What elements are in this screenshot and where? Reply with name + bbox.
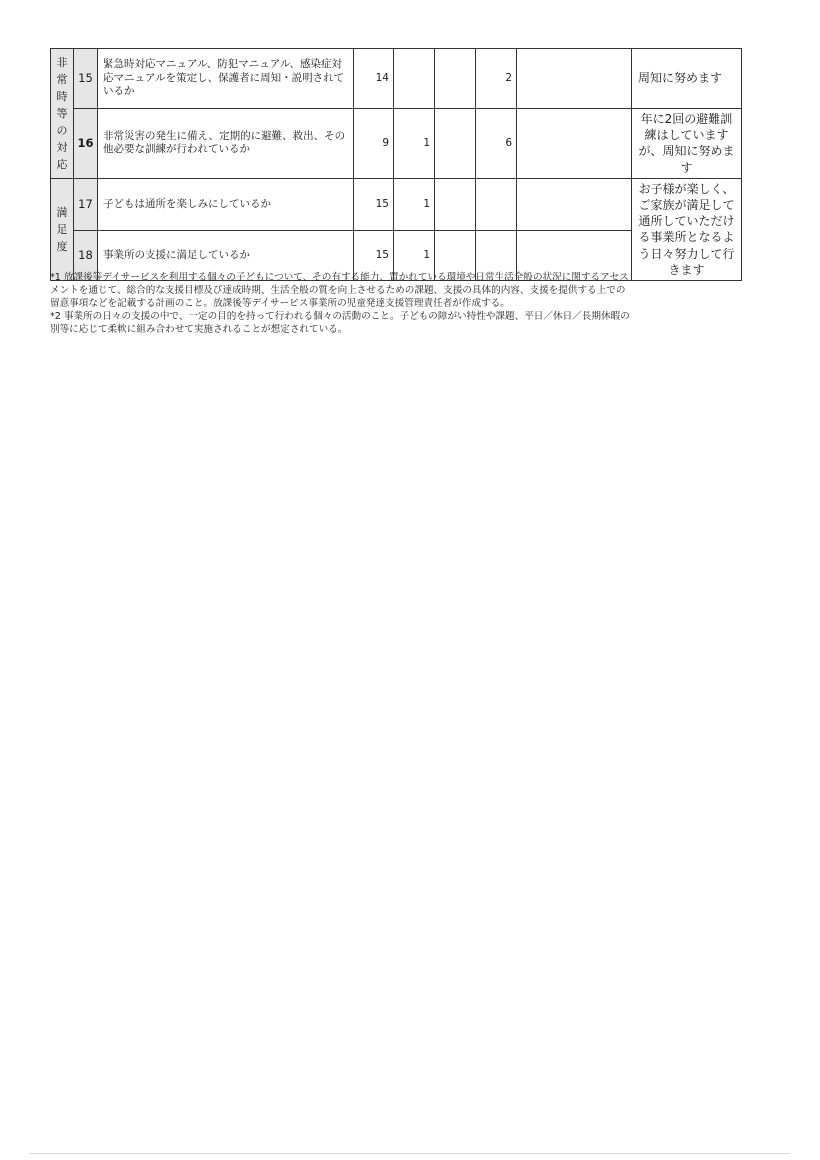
count-cell (435, 109, 476, 179)
category-char: 満 (56, 205, 68, 219)
count-cell (435, 178, 476, 231)
count-cell: 1 (394, 178, 435, 231)
count-cell (394, 49, 435, 109)
count-cell: 6 (476, 109, 517, 179)
count-cell: 15 (354, 178, 394, 231)
footnote-2 (50, 310, 630, 336)
table-row (51, 178, 742, 231)
category-char: の (56, 123, 68, 137)
row-number: 17 (74, 178, 98, 231)
footnote-text: 放課後等デイサービスを利用する個々の子どもについて、その有する能力、置かれている環境や日常生活全般の状況に関するアセスメントを通じて、総合的な支援目標及び達成時期、生活全般の質を向上させるための課題、支援の具体的内容、支援を提供する上での留意事項などを記載する計画のこと。放課後等デイサービス事業所の児童発達支援管理責任者が作成する。 (50, 272, 629, 310)
category-char: 時 (56, 89, 68, 103)
category-char: 対 (56, 140, 68, 154)
remarks-cell (517, 49, 632, 109)
category-char: 非 (56, 55, 68, 69)
count-cell (476, 178, 517, 231)
question-text: 緊急時対応マニュアル、防犯マニュアル、感染症対応マニュアルを策定し、保護者に周知・説明されているか (98, 49, 354, 109)
remarks-cell (517, 178, 632, 231)
count-cell: 9 (354, 109, 394, 179)
count-cell (435, 49, 476, 109)
count-cell: 14 (354, 49, 394, 109)
category-char: 足 (56, 222, 68, 236)
row-number: 18 (74, 231, 98, 280)
category-char: 応 (56, 157, 68, 171)
count-cell: 15 (354, 231, 394, 280)
category-char: 等 (56, 106, 68, 120)
question-text: 事業所の支援に満足しているか (98, 231, 354, 280)
comment-cell: 年に2回の避難訓練はしていますが、周知に努めます (632, 109, 742, 179)
row-number: 16 (74, 109, 98, 179)
category-char: 常 (56, 72, 68, 86)
remarks-cell (517, 109, 632, 179)
footnote-mark: *1 (50, 272, 61, 283)
page-edge-line (30, 1153, 790, 1154)
count-cell: 1 (394, 109, 435, 179)
count-cell: 2 (476, 49, 517, 109)
row-number: 15 (74, 49, 98, 109)
footnote-mark: *2 (50, 311, 61, 323)
question-text: 非常災害の発生に備え、定期的に避難、救出、その他必要な訓練が行われているか (98, 109, 354, 179)
table-row (51, 49, 742, 109)
category-char: 度 (56, 239, 68, 253)
category-cell-emergency (51, 49, 74, 179)
footnotes (50, 271, 630, 336)
footnote-1 (50, 271, 630, 310)
question-text: 子どもは通所を楽しみにしているか (98, 178, 354, 231)
comment-cell: お子様が楽しく、ご家族が満足して通所していただける事業所となるよう日々努力して行きます (632, 178, 742, 280)
table-row (51, 109, 742, 179)
comment-cell: 周知に努めます (632, 49, 742, 109)
footnote-text: 事業所の日々の支援の中で、一定の目的を持って行われる個々の活動のこと。子どもの障がい特性や課題、平日／休日／長期休暇の別等に応じて柔軟に組み合わせて実施されることが想定されている。 (50, 311, 630, 336)
category-cell-satisfaction (51, 178, 74, 280)
count-cell: 1 (394, 231, 435, 280)
evaluation-table (50, 48, 742, 281)
